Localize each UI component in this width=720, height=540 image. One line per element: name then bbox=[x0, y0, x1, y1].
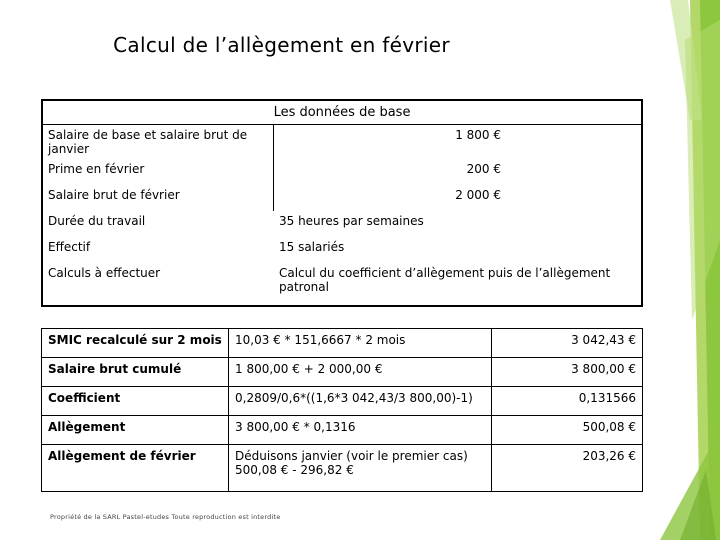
row-label: SMIC recalculé sur 2 mois bbox=[42, 329, 229, 358]
row-value: 200 € bbox=[466, 162, 501, 176]
row-label: Salaire brut cumulé bbox=[42, 358, 229, 387]
row-value: 1 800 € bbox=[455, 128, 501, 142]
row-value: 0,131566 bbox=[492, 387, 643, 416]
green-decoration bbox=[630, 0, 720, 540]
table-row bbox=[42, 445, 643, 492]
table-row bbox=[42, 358, 643, 387]
row-value: Calcul du coefficient d’allègement puis de l’allègement patronal bbox=[278, 266, 611, 294]
title-box bbox=[0, 26, 643, 64]
row-calculation: 1 800,00 € + 2 000,00 € bbox=[229, 358, 492, 387]
table-row bbox=[42, 416, 643, 445]
table-row bbox=[42, 125, 642, 160]
row-value: 3 042,43 € bbox=[492, 329, 643, 358]
row-value: 203,26 € bbox=[492, 445, 643, 492]
calculation-table bbox=[41, 328, 643, 492]
page-title: Calcul de l’allègement en février bbox=[113, 33, 450, 57]
footer-copyright: Propriété de la SARL Pastel-etudes Toute reproduction est interdite bbox=[50, 513, 281, 521]
table-row bbox=[42, 237, 642, 263]
row-label: Calculs à effectuer bbox=[48, 266, 161, 280]
row-label: Salaire de base et salaire brut de janvier bbox=[42, 125, 274, 160]
row-label: Salaire brut de février bbox=[42, 185, 274, 211]
row-calculation: 0,2809/0,6*((1,6*3 042,43/3 800,00)-1) bbox=[229, 387, 492, 416]
table-row bbox=[42, 329, 643, 358]
row-label: Durée du travail bbox=[48, 214, 146, 228]
table-row bbox=[42, 263, 642, 306]
row-value: 2 000 € bbox=[455, 188, 501, 202]
base-table-header: Les données de base bbox=[42, 100, 642, 125]
table-row bbox=[42, 185, 642, 211]
row-label: Effectif bbox=[48, 240, 91, 254]
row-label: Allègement de février bbox=[42, 445, 229, 492]
table-row bbox=[42, 159, 642, 185]
row-value: 35 heures par semaines bbox=[278, 214, 424, 228]
row-value: 500,08 € bbox=[492, 416, 643, 445]
table-row bbox=[42, 387, 643, 416]
row-calculation: 10,03 € * 151,6667 * 2 mois bbox=[229, 329, 492, 358]
row-calculation: 3 800,00 € * 0,1316 bbox=[229, 416, 492, 445]
row-value: 15 salariés bbox=[278, 240, 345, 254]
row-label: Allègement bbox=[42, 416, 229, 445]
row-calculation: Déduisons janvier (voir le premier cas) 500,08 € - 296,82 € bbox=[229, 445, 492, 492]
row-value: 3 800,00 € bbox=[492, 358, 643, 387]
row-label: Coefficient bbox=[42, 387, 229, 416]
base-data-table bbox=[41, 99, 643, 307]
row-label: Prime en février bbox=[42, 159, 274, 185]
table-row bbox=[42, 211, 642, 237]
